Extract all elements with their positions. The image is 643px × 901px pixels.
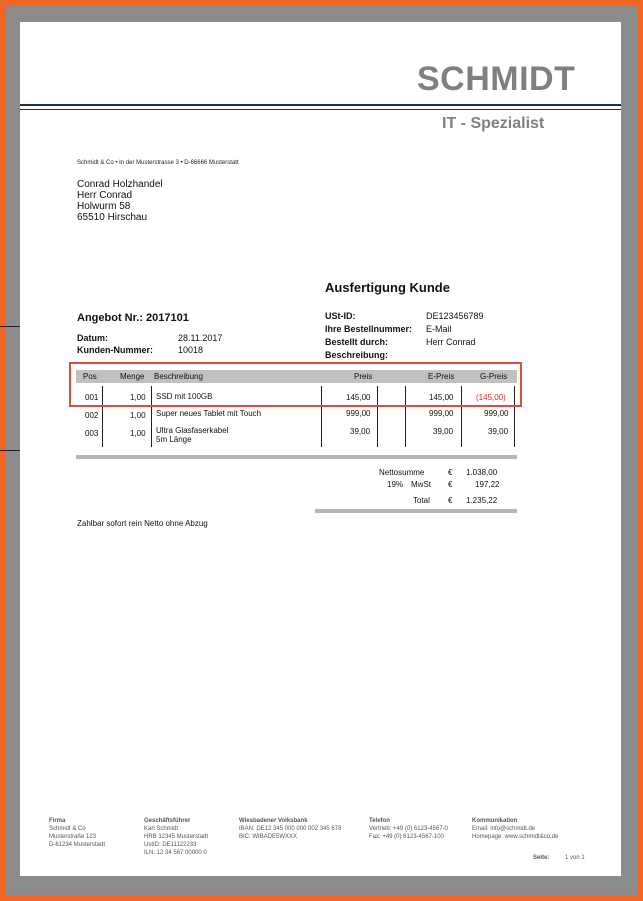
row-gprice: 39,00: [488, 427, 509, 436]
currency-symbol: €: [448, 480, 453, 489]
header-rule-thin: [20, 109, 621, 110]
recipient-line: Herr Conrad: [77, 190, 133, 201]
footer-line: UstID: DE11122233: [144, 842, 197, 848]
offer-number: Angebot Nr.: 2017101: [77, 312, 189, 324]
footer-heading: Geschäftsführer: [144, 818, 191, 824]
footer-heading: Firma: [49, 818, 66, 824]
vat-rate: 19%: [387, 480, 404, 489]
row-price: 999,00: [346, 409, 371, 418]
order-number-label: Ihre Bestellnummer:: [325, 324, 413, 334]
row-gprice: (145,00): [476, 393, 506, 402]
description-label: Beschreibung:: [325, 350, 389, 360]
total-value: 1.235,22: [466, 496, 498, 505]
header-rule: [20, 104, 621, 106]
footer-line: Homepage: www.schmidt&co.de: [472, 834, 559, 840]
page-number: 1 von 1: [565, 855, 585, 861]
footer-line: HRB 12345 Musterstadt: [144, 834, 209, 840]
row-desc: Ultra Glasfaserkabel: [156, 426, 229, 435]
col-header-eprice: E-Preis: [428, 372, 455, 381]
row-price: 145,00: [346, 393, 371, 402]
footer-communication: [472, 818, 558, 841]
customer-number-label: Kunden-Nummer:: [77, 345, 153, 355]
highlight-box: [69, 362, 522, 407]
fold-mark: [0, 450, 20, 451]
footer-heading: Wiesbadener Volksbank: [239, 818, 308, 824]
recipient-line: 65510 Hirschau: [77, 212, 148, 223]
vat-id-label: USt-ID:: [325, 311, 356, 321]
row-desc: Super neues Tablet mit Touch: [156, 409, 262, 418]
row-pos: 003: [85, 429, 99, 438]
footer-line: Vertrieb: +49 (0) 6123-4567-0: [369, 826, 448, 832]
currency-symbol: €: [448, 496, 453, 505]
row-desc: SSD mit 100GB: [156, 392, 213, 401]
ordered-by-value: Herr Conrad: [426, 337, 476, 347]
currency-symbol: €: [448, 468, 453, 477]
total-label: Total: [413, 496, 430, 505]
document-page: [20, 22, 621, 876]
footer-firma: [49, 818, 105, 849]
footer-line: Musterstraße 123: [49, 834, 97, 840]
date-label: Datum:: [77, 333, 108, 343]
row-qty: 1,00: [130, 411, 146, 420]
recipient-line: Holwurm 58: [77, 201, 131, 212]
row-eprice: 999,00: [429, 409, 454, 418]
row-pos: 002: [85, 411, 99, 420]
footer-line: D-61234 Musterstadt: [49, 842, 106, 848]
footer-line: Fax: +49 (0) 6123-4567-100: [369, 834, 444, 840]
totals-bottom-bar: [315, 509, 517, 513]
col-header-gprice: G-Preis: [480, 372, 508, 381]
row-gprice: 999,00: [484, 409, 509, 418]
vat-value: 197,22: [475, 480, 500, 489]
company-tagline: IT - Spezialist: [442, 115, 545, 132]
footer-line: ILN: 12 34 567 00000 0: [144, 850, 207, 856]
row-eprice: 39,00: [433, 427, 454, 436]
footer-line: Karl Schmidt: [144, 826, 179, 832]
table-bottom-bar: [76, 455, 517, 459]
net-value: 1.038,00: [466, 468, 498, 477]
vat-id-value: DE123456789: [426, 311, 484, 321]
copy-title: Ausfertigung Kunde: [325, 280, 450, 295]
payment-terms: Zahlbar sofort rein Netto ohne Abzug: [77, 519, 208, 528]
footer-heading: Telefon: [369, 818, 390, 824]
net-label: Nettosumme: [379, 468, 425, 477]
fold-mark: [0, 326, 20, 327]
footer-phone: [369, 818, 448, 841]
footer-line: IBAN: DE12 345 000 000 002 345 678: [239, 826, 342, 832]
col-header-desc: Beschreibung: [154, 372, 203, 381]
footer-line: Email: info@schmidt.de: [472, 826, 536, 832]
vat-label: MwSt: [411, 480, 431, 489]
customer-number-value: 10018: [178, 345, 204, 355]
ordered-by-label: Bestellt durch:: [325, 337, 389, 347]
row-eprice: 145,00: [429, 393, 454, 402]
row-qty: 1,00: [130, 393, 146, 402]
company-name: SCHMIDT: [417, 60, 576, 98]
date-value: 28.11.2017: [178, 333, 223, 343]
recipient-address: [77, 179, 163, 223]
sender-line: Schmidt & Co • In der Musterstrasse 3 • D-66666 Musterstatt: [77, 160, 239, 166]
footer-line: BIC: WIBADE5WXXX: [239, 834, 298, 840]
footer-management: [144, 818, 208, 857]
footer-line: Schmidt & Co: [49, 826, 86, 832]
col-header-price: Preis: [354, 372, 373, 381]
row-desc-line2: 5m Länge: [156, 435, 192, 444]
row-qty: 1,00: [130, 429, 146, 438]
recipient-line: Conrad Holzhandel: [77, 179, 163, 190]
footer-bank: [239, 818, 341, 841]
order-number-value: E-Mail: [426, 324, 452, 334]
page-label: Seite:: [533, 855, 550, 861]
footer-heading: Kommunikation: [472, 818, 518, 824]
col-header-pos: Pos: [83, 372, 97, 381]
row-pos: 001: [85, 393, 99, 402]
row-price: 39,00: [350, 427, 371, 436]
col-header-qty: Menge: [120, 372, 145, 381]
